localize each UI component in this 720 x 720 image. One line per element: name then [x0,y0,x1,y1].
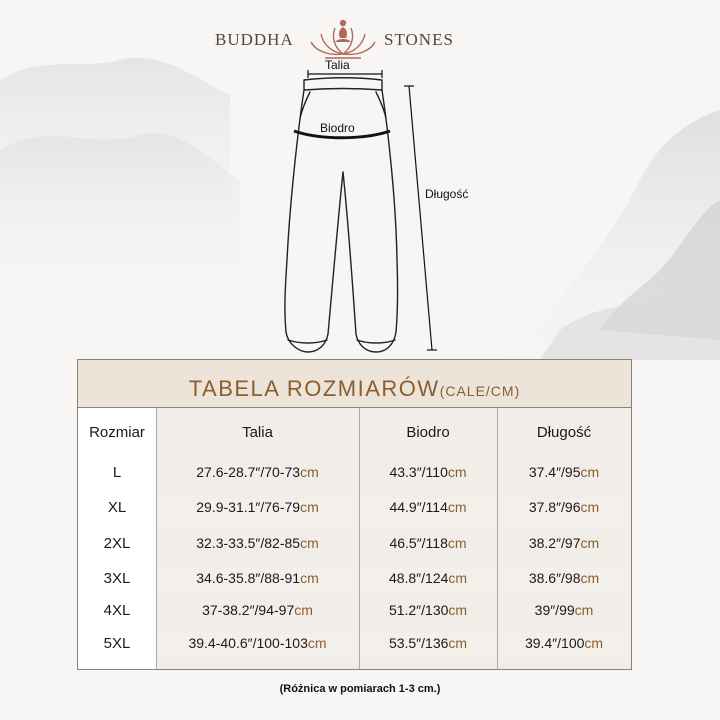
unit-cm: cm [300,464,319,480]
unit-cm: cm [294,602,313,618]
cell-dlugosc [497,499,631,515]
cell-dlugosc [497,464,631,480]
cell-value: 38.6″/98 [528,570,581,586]
cell-size [78,635,156,652]
cell-talia [156,570,359,586]
table-title-text: TABELA ROZMIARÓW [188,376,440,401]
header-dlugosc: Długość [536,424,592,441]
lotus-meditation-icon [305,14,381,60]
table-title [78,360,631,408]
cell-value: 53.5″/136 [388,635,449,651]
pants-diagram [270,55,470,365]
cell-size [78,499,156,516]
label-dlugosc: Długość [425,187,469,201]
cell-dlugosc [497,602,631,618]
cell-value: 39.4-40.6″/100-103 [188,635,308,651]
unit-cm: cm [447,464,467,480]
cell-value: 51.2″/130 [388,602,449,618]
cell-dlugosc [497,635,631,651]
cell-value: 37.8″/96 [528,499,581,515]
cell-size [78,535,156,552]
cell-size [78,464,156,481]
unit-cm: cm [447,535,467,551]
cell-biodro [359,535,497,551]
cell-value: 37.4″/95 [528,464,581,480]
table-grid [78,408,631,669]
unit-cm: cm [447,499,467,515]
unit-cm: cm [580,464,600,480]
cell-value: 34.6-35.8″/88-91 [196,570,301,586]
cell-size [78,602,156,619]
unit-cm: cm [307,635,327,651]
cell-value: 3XL [103,570,131,587]
cell-biodro [359,570,497,586]
cell-talia [156,464,359,480]
cell-biodro [359,635,497,651]
cell-value: 5XL [103,635,131,652]
unit-cm: cm [300,570,319,586]
cell-value: 46.5″/118 [389,535,448,551]
cell-value: 29.9-31.1″/76-79 [196,499,301,515]
unit-cm: cm [574,602,594,618]
cell-value: L [112,464,122,481]
unit-cm: cm [580,499,600,515]
measurement-note: (Różnica w pomiarach 1-3 cm.) [279,683,441,695]
cell-dlugosc [497,535,631,551]
cell-value: 44.9″/114 [389,499,448,515]
cell-talia [156,535,359,551]
label-biodro: Biodro [320,121,355,135]
brand-name-left: BUDDHA [215,30,294,49]
size-table [77,359,632,670]
header-talia: Talia [242,424,273,441]
cell-value: 38.2″/97 [528,535,581,551]
table-title-unit: (CALE/CM) [439,383,521,399]
unit-cm: cm [584,635,604,651]
cell-dlugosc [497,570,631,586]
cell-size [78,570,156,587]
label-talia: Talia [325,58,350,72]
unit-cm: cm [448,635,468,651]
unit-cm: cm [300,535,319,551]
unit-cm: cm [580,535,600,551]
unit-cm: cm [448,602,468,618]
cell-talia [156,602,359,618]
unit-cm: cm [300,499,319,515]
cell-talia [156,499,359,515]
cell-value: 37-38.2″/94-97 [202,602,295,618]
cell-talia [156,635,359,651]
cell-value: 39″/99 [534,602,575,618]
header-rozmiar: Rozmiar [89,424,145,441]
unit-cm: cm [580,570,600,586]
header-biodro: Biodro [406,424,450,441]
cell-biodro [359,464,497,480]
cell-value: 2XL [103,535,131,552]
cell-value: 27.6-28.7″/70-73 [196,464,301,480]
cell-value: 4XL [103,602,131,619]
cell-value: XL [107,499,127,516]
cell-value: 43.3″/110 [389,464,448,480]
brand-name-right: STONES [384,30,454,49]
cell-value: 48.8″/124 [388,570,449,586]
unit-cm: cm [448,570,468,586]
cell-biodro [359,499,497,515]
cell-value: 39.4″/100 [524,635,585,651]
cell-value: 32.3-33.5″/82-85 [196,535,301,551]
cell-biodro [359,602,497,618]
